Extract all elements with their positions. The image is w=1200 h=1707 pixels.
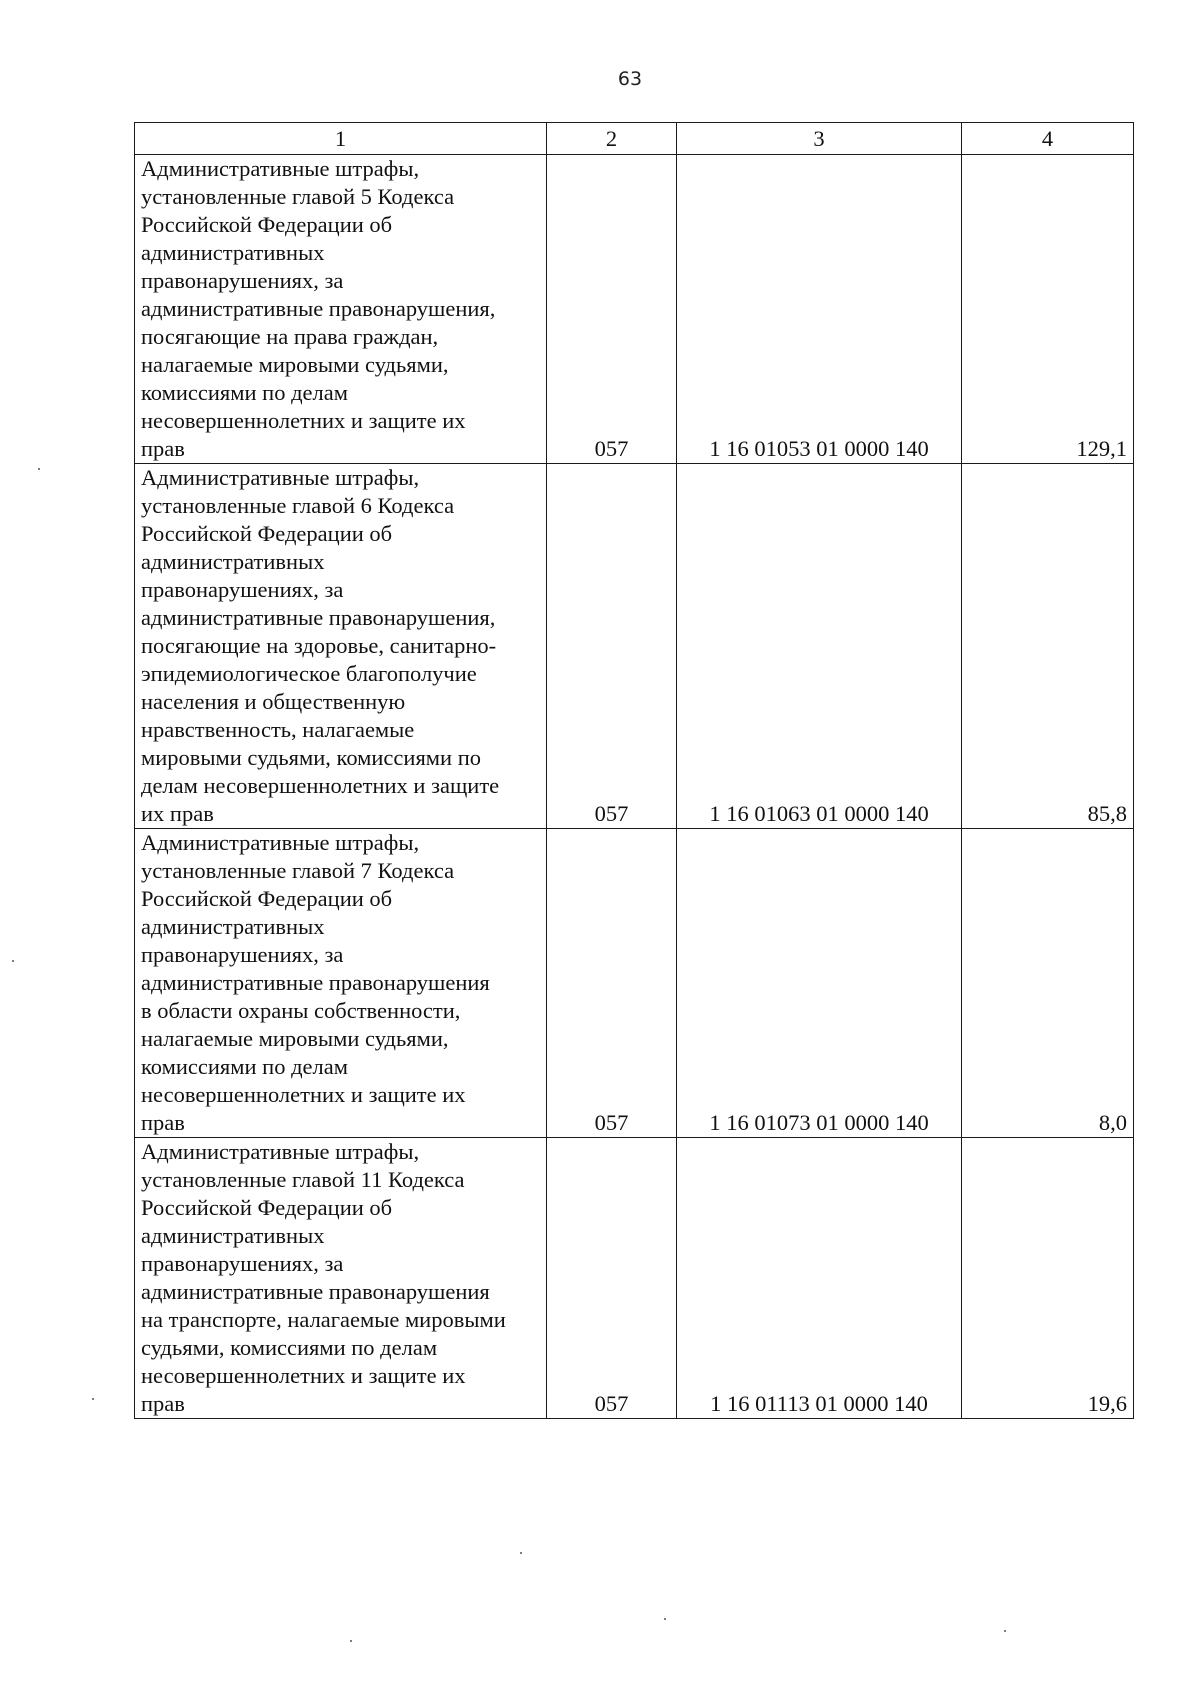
table-row	[135, 829, 1134, 1138]
description-line: Российской Федерации об	[141, 521, 393, 546]
amount: 129,1	[962, 155, 1134, 464]
description-line: несовершеннолетних и защите их	[141, 1082, 466, 1107]
amount: 19,6	[962, 1138, 1134, 1419]
table-row	[135, 464, 1134, 829]
budget-revenue-table	[134, 122, 1134, 1419]
description-line: административные правонарушения,	[141, 605, 496, 630]
description-line: налагаемые мировыми судьями,	[141, 352, 449, 377]
table-header-row	[135, 123, 1134, 155]
table-row	[135, 155, 1134, 464]
description-line: административных	[141, 1223, 325, 1248]
scan-speck	[92, 1398, 94, 1400]
description-line: Российской Федерации об	[141, 886, 393, 911]
scan-speck	[38, 468, 40, 470]
table-row	[135, 1138, 1134, 1419]
scan-speck	[350, 1640, 352, 1642]
description-line: административные правонарушения	[141, 970, 490, 995]
description-line: несовершеннолетних и защите их	[141, 1363, 466, 1388]
description-line: установленные главой 7 Кодекса	[141, 858, 455, 883]
description-line: комиссиями по делам	[141, 380, 348, 405]
description-line: Административные штрафы,	[141, 830, 420, 855]
revenue-description	[135, 829, 547, 1138]
description-line: населения и общественную	[141, 689, 406, 714]
description-line: установленные главой 11 Кодекса	[141, 1167, 465, 1192]
description-line: установленные главой 5 Кодекса	[141, 184, 455, 209]
scan-speck	[1004, 1630, 1006, 1632]
description-line: прав	[141, 1391, 185, 1416]
description-line: прав	[141, 1110, 185, 1135]
page-number: 63	[617, 68, 643, 90]
description-line: установленные главой 6 Кодекса	[141, 493, 455, 518]
description-line: прав	[141, 436, 185, 461]
description-line: административные правонарушения,	[141, 296, 496, 321]
column-header-3: 3	[677, 123, 962, 155]
description-line: административных	[141, 240, 325, 265]
description-line: Российской Федерации об	[141, 212, 393, 237]
description-line: Административные штрафы,	[141, 1139, 420, 1164]
column-header-4: 4	[962, 123, 1134, 155]
admin-code: 057	[547, 155, 677, 464]
description-line: комиссиями по делам	[141, 1054, 348, 1079]
description-line: Российской Федерации об	[141, 1195, 393, 1220]
description-line: правонарушениях, за	[141, 942, 344, 967]
description-line: их прав	[141, 801, 214, 826]
budget-classification-code: 1 16 01073 01 0000 140	[677, 829, 962, 1138]
admin-code: 057	[547, 829, 677, 1138]
budget-classification-code: 1 16 01113 01 0000 140	[677, 1138, 962, 1419]
description-line: в области охраны собственности,	[141, 998, 461, 1023]
scan-speck	[520, 1552, 522, 1554]
amount: 8,0	[962, 829, 1134, 1138]
revenue-description	[135, 1138, 547, 1419]
scan-speck	[664, 1618, 666, 1620]
description-line: на транспорте, налагаемые мировыми	[141, 1307, 506, 1332]
description-line: судьями, комиссиями по делам	[141, 1335, 438, 1360]
description-line: несовершеннолетних и защите их	[141, 408, 466, 433]
description-line: мировыми судьями, комиссиями по	[141, 745, 481, 770]
column-header-1: 1	[135, 123, 547, 155]
description-line: нравственность, налагаемые	[141, 717, 415, 742]
description-line: административные правонарушения	[141, 1279, 490, 1304]
description-line: посягающие на права граждан,	[141, 324, 439, 349]
revenue-description	[135, 155, 547, 464]
budget-classification-code: 1 16 01053 01 0000 140	[677, 155, 962, 464]
column-header-2: 2	[547, 123, 677, 155]
budget-classification-code: 1 16 01063 01 0000 140	[677, 464, 962, 829]
description-line: правонарушениях, за	[141, 1251, 344, 1276]
revenue-description	[135, 464, 547, 829]
description-line: посягающие на здоровье, санитарно-	[141, 633, 497, 658]
scan-speck	[12, 960, 14, 962]
description-line: административных	[141, 549, 325, 574]
description-line: правонарушениях, за	[141, 577, 344, 602]
description-line: административных	[141, 914, 325, 939]
description-line: налагаемые мировыми судьями,	[141, 1026, 449, 1051]
admin-code: 057	[547, 464, 677, 829]
description-line: эпидемиологическое благополучие	[141, 661, 477, 686]
table-body	[135, 155, 1134, 1419]
description-line: делам несовершеннолетних и защите	[141, 773, 500, 798]
amount: 85,8	[962, 464, 1134, 829]
admin-code: 057	[547, 1138, 677, 1419]
description-line: Административные штрафы,	[141, 465, 420, 490]
description-line: Административные штрафы,	[141, 156, 420, 181]
description-line: правонарушениях, за	[141, 268, 344, 293]
